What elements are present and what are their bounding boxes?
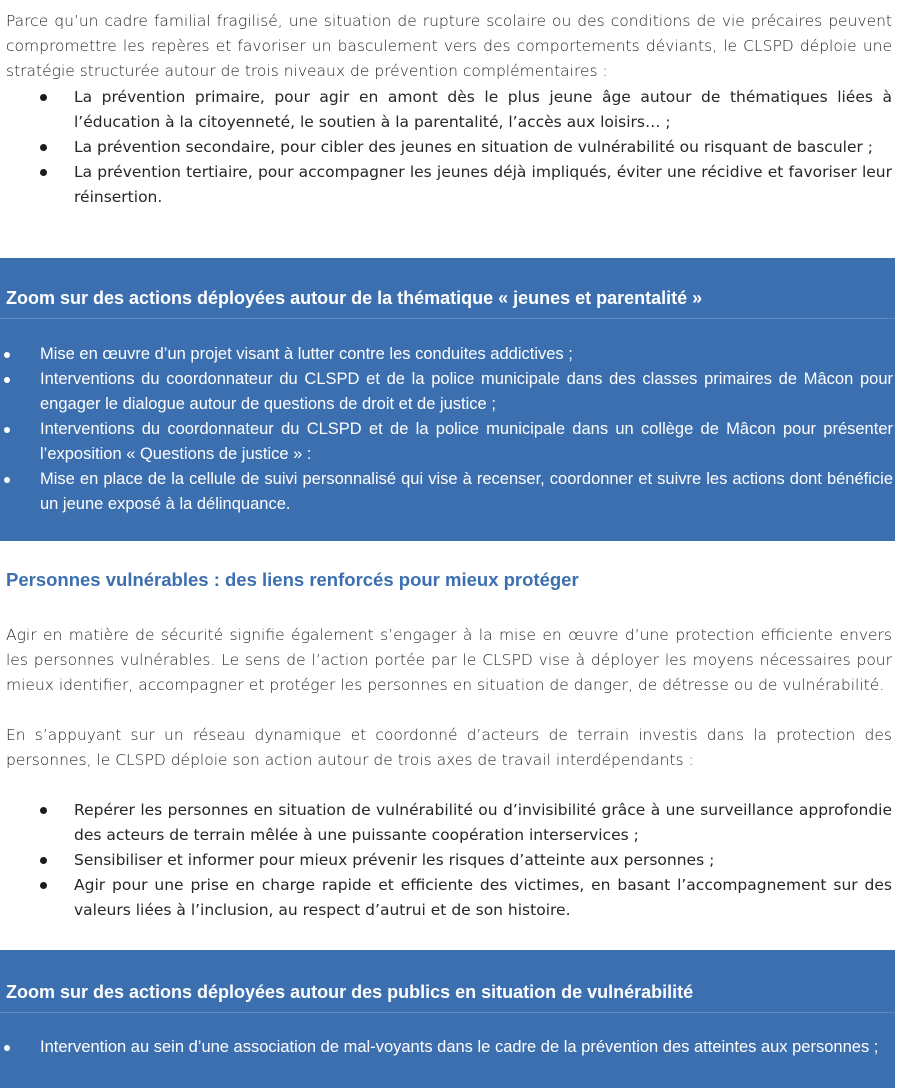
axes-list — [0, 798, 892, 923]
list-item: La prévention secondaire, pour cibler des jeunes en situation de vulnérabilité ou risquant de basculer ; — [0, 135, 892, 160]
bullet-icon — [40, 882, 47, 889]
list-item: Sensibiliser et informer pour mieux prévenir les risques d’atteinte aux personnes ; — [0, 848, 892, 873]
bullet-icon — [40, 144, 47, 151]
list-item: Mise en place de la cellule de suivi personnalisé qui vise à recenser, coordonner et suivre les actions dont bénéficie un jeune exposé à la délinquance. — [0, 467, 893, 517]
zoom-box-vulnerable-publics — [0, 950, 895, 1088]
list-item: Intervention au sein d’une association de mal-voyants dans le cadre de la prévention des atteintes aux personnes ; — [0, 1035, 893, 1060]
section-paragraph: En s’appuyant sur un réseau dynamique et coordonné d’acteurs de terrain investis dans la protection des personnes, le CLSPD déploie son action autour de trois axes de travail interdépendants : — [6, 726, 892, 769]
list-item: La prévention tertiaire, pour accompagner les jeunes déjà impliqués, éviter une récidive et favoriser leur réinsertion. — [0, 160, 892, 210]
bullet-icon — [40, 94, 47, 101]
bullet-icon — [4, 477, 10, 483]
divider — [0, 318, 895, 319]
zoom-box-title: Zoom sur des actions déployées autour des publics en situation de vulnérabilité — [6, 982, 694, 1002]
zoom-box-list — [0, 1035, 893, 1060]
list-item: Agir pour une prise en charge rapide et efficiente des victimes, en basant l’accompagnement sur des valeurs liées à l’inclusion, au respect d’autrui et de son histoire. — [0, 873, 892, 923]
list-item: Repérer les personnes en situation de vulnérabilité ou d’invisibilité grâce à une surveillance approfondie des acteurs de terrain mêlée à une puissante coopération interservices ; — [0, 798, 892, 848]
list-item: La prévention primaire, pour agir en amont dès le plus jeune âge autour de thématiques liées à l’éducation à la citoyenneté, le soutien à la parentalité, l’accès aux loisirs… ; — [0, 85, 892, 135]
list-item: Interventions du coordonnateur du CLSPD et de la police municipale dans un collège de Mâcon pour présenter l’exposition « Questions de justice » : — [0, 417, 893, 467]
bullet-icon — [4, 1045, 10, 1051]
bullet-icon — [40, 807, 47, 814]
intro-paragraph: Parce qu’un cadre familial fragilisé, une situation de rupture scolaire ou des conditions de vie précaires peuvent compromettre les repères et favoriser un basculement vers des comportements déviants, le CLSPD déploie une stratégie structurée autour de trois niveaux de prévention complémentaires : — [6, 12, 892, 80]
zoom-box-title: Zoom sur des actions déployées autour de la thématique « jeunes et parentalité » — [6, 288, 703, 308]
bullet-icon — [4, 427, 10, 433]
bullet-icon — [40, 857, 47, 864]
prevention-levels-list — [0, 85, 892, 210]
section-heading: Personnes vulnérables : des liens renforcés pour mieux protéger — [6, 569, 579, 590]
zoom-box-list — [0, 342, 893, 517]
bullet-icon — [4, 352, 10, 358]
list-item: Interventions du coordonnateur du CLSPD et de la police municipale dans des classes primaires de Mâcon pour engager le dialogue autour de questions de droit et de justice ; — [0, 367, 893, 417]
section-paragraph: Agir en matière de sécurité signifie également s’engager à la mise en œuvre d’une protection efficiente envers les personnes vulnérables. Le sens de l’action portée par le CLSPD vise à déployer les moyens nécessaires pour mieux identifier, accompagner et protéger les personnes en situation de danger, de détresse ou de vulnérabilité. — [6, 626, 892, 694]
list-item: Mise en œuvre d’un projet visant à lutter contre les conduites addictives ; — [0, 342, 893, 367]
zoom-box-youth-parenting — [0, 258, 895, 541]
divider — [0, 1012, 895, 1013]
bullet-icon — [40, 169, 47, 176]
bullet-icon — [4, 377, 10, 383]
